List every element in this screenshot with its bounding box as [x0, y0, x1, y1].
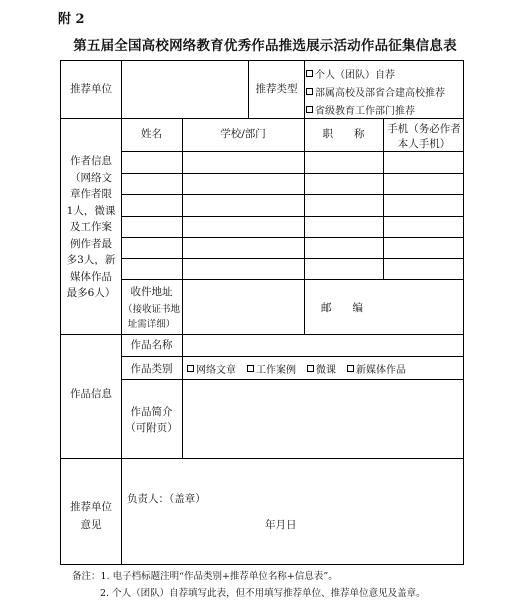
author-phone-cell[interactable] — [384, 152, 463, 173]
option-provincial[interactable]: 省级教育工作部门推荐 — [306, 100, 464, 118]
author-school-cell[interactable] — [183, 152, 304, 173]
mail-address-label: 收件地址 — [130, 286, 173, 298]
author-phone-cell[interactable] — [384, 238, 463, 258]
category-microlesson[interactable]: 微课 — [307, 361, 336, 376]
recommend-type-options — [306, 64, 464, 118]
category-new-media[interactable]: 新媒体作品 — [347, 361, 406, 376]
author-phone-cell[interactable] — [384, 174, 463, 194]
form-title: 第五届全国高校网络教育优秀作品推选展示活动作品征集信息表 — [73, 38, 457, 54]
author-school-cell[interactable] — [183, 174, 304, 194]
mail-address-field[interactable] — [183, 280, 303, 333]
author-school-cell[interactable] — [183, 195, 304, 216]
work-intro-field[interactable] — [183, 380, 463, 457]
checkbox-icon[interactable] — [307, 365, 314, 372]
author-name-cell[interactable] — [122, 174, 182, 194]
col-header-school: 学校/部门 — [220, 128, 266, 140]
author-phone-cell[interactable] — [384, 195, 463, 216]
author-phone-cell[interactable] — [384, 217, 463, 237]
author-title-cell[interactable] — [305, 152, 383, 173]
author-title-cell[interactable] — [305, 238, 383, 258]
checkbox-icon[interactable] — [306, 106, 313, 113]
col-header-title: 职 称 — [322, 128, 365, 140]
row-divider — [121, 356, 463, 357]
author-name-cell[interactable] — [122, 259, 182, 279]
work-category-label: 作品类别 — [130, 363, 173, 375]
mail-address-note: （接收证书地 址需详细） — [122, 304, 180, 330]
author-info-label: 作者信息 （网络文 章作者限 1人，微课 及工作案 例作者最 多3人，新 媒体作品 最多6人） — [66, 155, 116, 299]
postcode-field[interactable] — [384, 280, 463, 333]
author-name-cell[interactable] — [122, 238, 182, 258]
work-info-label: 作品信息 — [70, 388, 112, 400]
author-school-cell[interactable] — [183, 238, 304, 258]
recommend-type-label: 推荐类型 — [255, 83, 298, 95]
author-name-cell[interactable] — [122, 195, 182, 216]
checkbox-icon[interactable] — [347, 365, 354, 372]
category-case[interactable]: 工作案例 — [247, 361, 296, 376]
work-name-field[interactable] — [183, 335, 463, 356]
checkbox-icon[interactable] — [306, 70, 313, 77]
footnotes — [72, 568, 426, 602]
col-divider — [304, 61, 305, 118]
info-table — [60, 60, 464, 565]
checkbox-icon[interactable] — [247, 365, 254, 372]
work-name-label: 作品名称 — [130, 339, 173, 351]
author-title-cell[interactable] — [305, 195, 383, 216]
date-label: 年月日 — [265, 519, 297, 531]
opinion-field[interactable] — [122, 459, 463, 563]
author-name-cell[interactable] — [122, 217, 182, 237]
leader-signature-label: 负责人：（盖章） — [127, 493, 206, 505]
author-phone-cell[interactable] — [384, 259, 463, 279]
recommend-unit-label: 推荐单位 — [70, 83, 112, 95]
work-category-options — [187, 361, 461, 376]
postcode-label: 邮 编 — [321, 302, 363, 314]
option-university[interactable]: 部属高校及部省合建高校推荐 — [306, 82, 464, 100]
author-title-cell[interactable] — [305, 259, 383, 279]
checkbox-icon[interactable] — [306, 88, 313, 95]
category-article[interactable]: 网络文章 — [187, 361, 236, 376]
author-school-cell[interactable] — [183, 259, 304, 279]
option-self[interactable]: 个人（团队）自荐 — [306, 64, 464, 82]
col-header-phone: 手机（务必作者本人手机） — [387, 123, 461, 150]
footnote-1: 备注：1. 电子档标题注明“作品类别+推荐单位名称+信息表”。 — [72, 571, 338, 582]
footnote-2: 2. 个人（团队）自荐填写此表，但不用填写推荐单位、推荐单位意见及盖章。 — [100, 588, 426, 599]
author-title-cell[interactable] — [305, 174, 383, 194]
author-title-cell[interactable] — [305, 217, 383, 237]
recommend-unit-field[interactable] — [123, 63, 247, 116]
attachment-label: 附 2 — [58, 12, 85, 27]
work-intro-label: 作品简介 （可附页） — [125, 406, 178, 434]
checkbox-icon[interactable] — [187, 365, 194, 372]
opinion-label: 推荐单位 意见 — [70, 501, 112, 531]
col-header-name: 姓名 — [141, 128, 162, 140]
author-name-cell[interactable] — [122, 152, 182, 173]
author-school-cell[interactable] — [183, 217, 304, 237]
